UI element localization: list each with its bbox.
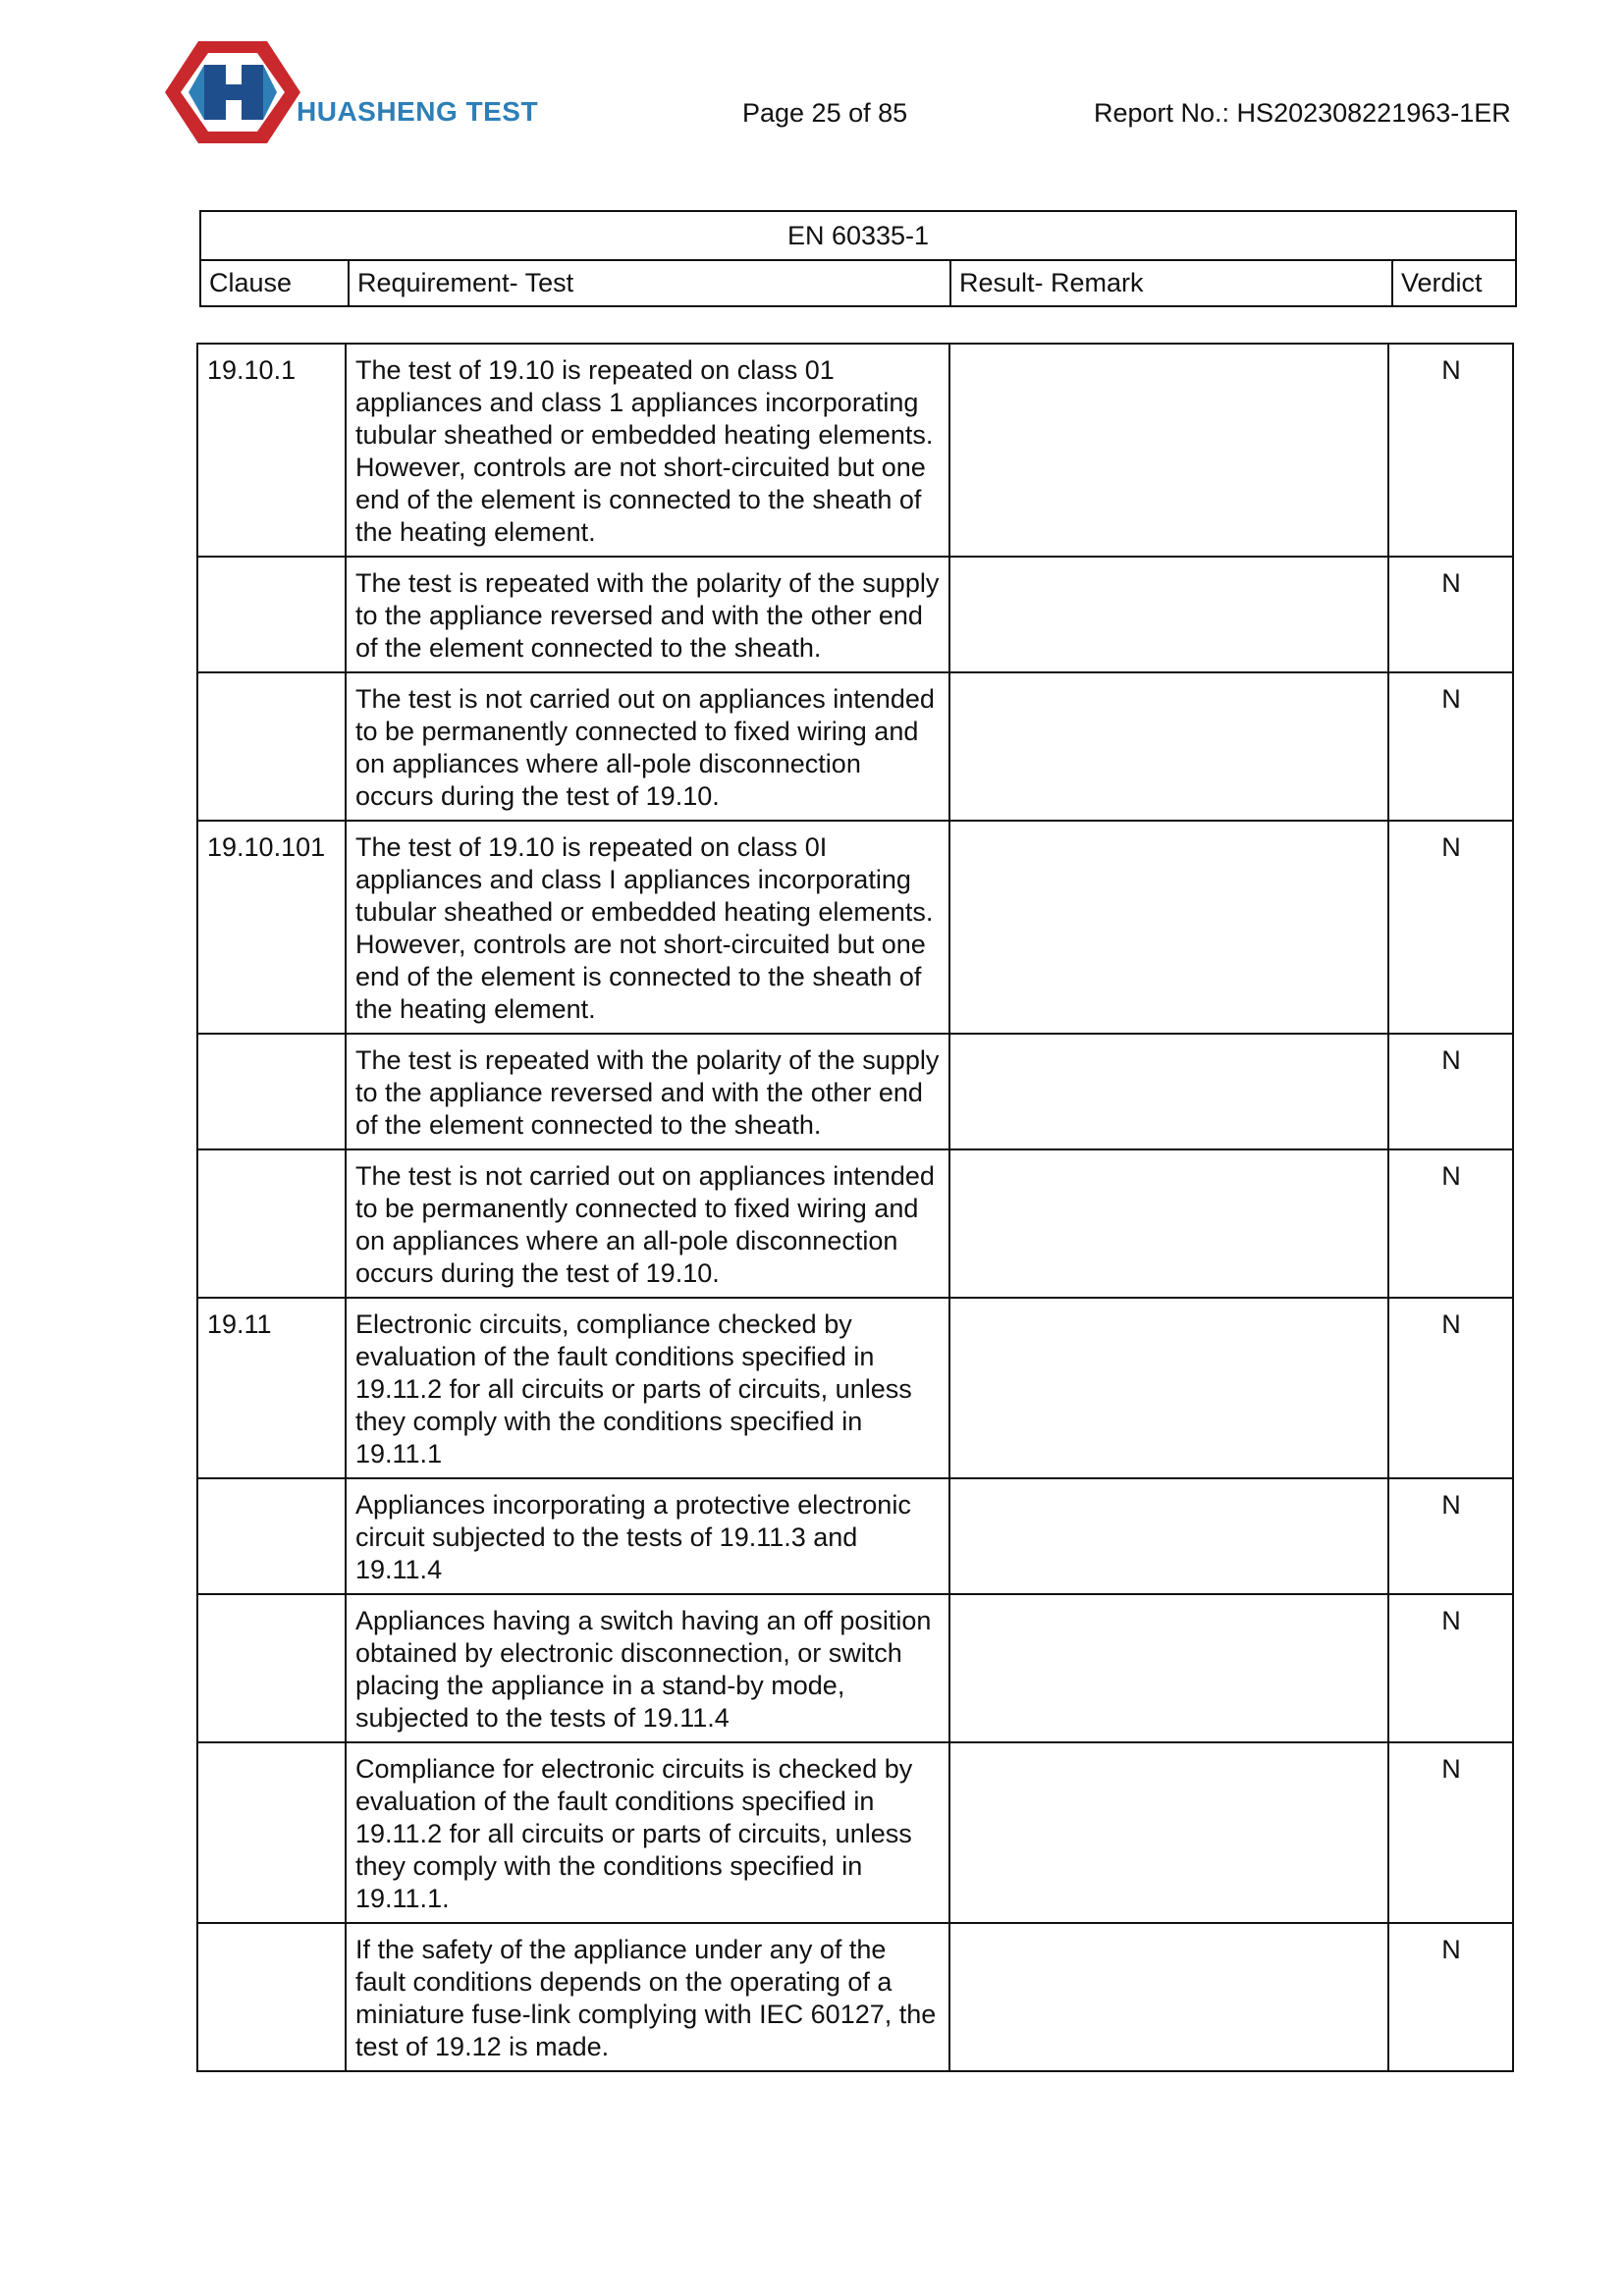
clause-cell: 19.10.1 xyxy=(197,344,346,557)
result-cell xyxy=(949,672,1388,821)
column-header-clause: Clause xyxy=(200,260,349,306)
result-cell xyxy=(949,1923,1388,2071)
requirement-cell: If the safety of the appliance under any of the fault conditions depends on the operating of a miniature fuse-link complying with IEC 60127, the test of 19.12 is made. xyxy=(346,1923,949,2071)
result-cell xyxy=(949,1478,1388,1594)
verdict-cell: N xyxy=(1388,1594,1513,1742)
result-cell xyxy=(949,1149,1388,1298)
table-row xyxy=(197,1742,1513,1923)
clause-table xyxy=(196,343,1514,2072)
clause-cell xyxy=(197,1742,346,1923)
clause-cell xyxy=(197,672,346,821)
table-row xyxy=(197,557,1513,672)
result-cell xyxy=(949,1594,1388,1742)
clause-cell: 19.11 xyxy=(197,1298,346,1478)
verdict-cell: N xyxy=(1388,1742,1513,1923)
huasheng-logo-icon xyxy=(165,35,300,149)
requirement-cell: The test is not carried out on appliances intended to be permanently connected to fixed wiring and on appliances where all-pole disconnection occurs during the test of 19.10. xyxy=(346,672,949,821)
clause-cell xyxy=(197,557,346,672)
verdict-cell: N xyxy=(1388,672,1513,821)
verdict-cell: N xyxy=(1388,1478,1513,1594)
table-row xyxy=(197,1149,1513,1298)
requirement-cell: The test of 19.10 is repeated on class 0I appliances and class I appliances incorporating tubular sheathed or embedded heating elements. However, controls are not short-circuited but one end of the element is connected to the sheath of the heating element. xyxy=(346,821,949,1034)
clause-cell: 19.10.101 xyxy=(197,821,346,1034)
table-row xyxy=(197,1034,1513,1149)
brand-name: HUASHENG TEST xyxy=(297,96,539,127)
page-number: Page 25 of 85 xyxy=(742,98,908,128)
requirement-cell: The test of 19.10 is repeated on class 01 appliances and class 1 appliances incorporating tubular sheathed or embedded heating elements. However, controls are not short-circuited but one end of the element is connected to the sheath of the heating element. xyxy=(346,344,949,557)
result-cell xyxy=(949,344,1388,557)
result-cell xyxy=(949,1298,1388,1478)
requirement-cell: The test is not carried out on appliances intended to be permanently connected to fixed wiring and on appliances where an all-pole disconnection occurs during the test of 19.10. xyxy=(346,1149,949,1298)
requirement-cell: The test is repeated with the polarity of the supply to the appliance reversed and with the other end of the element connected to the sheath. xyxy=(346,557,949,672)
verdict-cell: N xyxy=(1388,1034,1513,1149)
result-cell xyxy=(949,1034,1388,1149)
table-row xyxy=(197,672,1513,821)
report-number: Report No.: HS202308221963-1ER xyxy=(1094,98,1511,128)
verdict-cell: N xyxy=(1388,821,1513,1034)
table-row xyxy=(197,1923,1513,2071)
result-cell xyxy=(949,821,1388,1034)
table-row xyxy=(197,1594,1513,1742)
column-header-requirement: Requirement- Test xyxy=(349,260,950,306)
requirement-cell: Compliance for electronic circuits is checked by evaluation of the fault conditions specified in 19.11.2 for all circuits or parts of circuits, unless they comply with the conditions specified in 19.11.1. xyxy=(346,1742,949,1923)
requirement-cell: Appliances incorporating a protective electronic circuit subjected to the tests of 19.11.3 and 19.11.4 xyxy=(346,1478,949,1594)
result-cell xyxy=(949,557,1388,672)
table-row xyxy=(197,1478,1513,1594)
verdict-cell: N xyxy=(1388,1298,1513,1478)
clause-cell xyxy=(197,1149,346,1298)
requirement-cell: Appliances having a switch having an off position obtained by electronic disconnection, or switch placing the appliance in a stand-by mode, subjected to the tests of 19.11.4 xyxy=(346,1594,949,1742)
requirement-cell: The test is repeated with the polarity of the supply to the appliance reversed and with the other end of the element connected to the sheath. xyxy=(346,1034,949,1149)
clause-cell xyxy=(197,1594,346,1742)
table-row xyxy=(197,1298,1513,1478)
column-header-result: Result- Remark xyxy=(950,260,1392,306)
clause-table-body xyxy=(197,344,1513,2071)
requirement-cell: Electronic circuits, compliance checked by evaluation of the fault conditions specified in 19.11.2 for all circuits or parts of circuits, unless they comply with the conditions specified in 19.11.1 xyxy=(346,1298,949,1478)
standard-header-table xyxy=(199,210,1517,307)
clause-cell xyxy=(197,1923,346,2071)
column-header-verdict: Verdict xyxy=(1392,260,1516,306)
page-header xyxy=(0,0,1624,196)
clause-cell xyxy=(197,1478,346,1594)
standard-title: EN 60335-1 xyxy=(200,211,1516,260)
result-cell xyxy=(949,1742,1388,1923)
verdict-cell: N xyxy=(1388,1923,1513,2071)
verdict-cell: N xyxy=(1388,1149,1513,1298)
table-row xyxy=(197,344,1513,557)
verdict-cell: N xyxy=(1388,344,1513,557)
table-row xyxy=(197,821,1513,1034)
clause-cell xyxy=(197,1034,346,1149)
verdict-cell: N xyxy=(1388,557,1513,672)
